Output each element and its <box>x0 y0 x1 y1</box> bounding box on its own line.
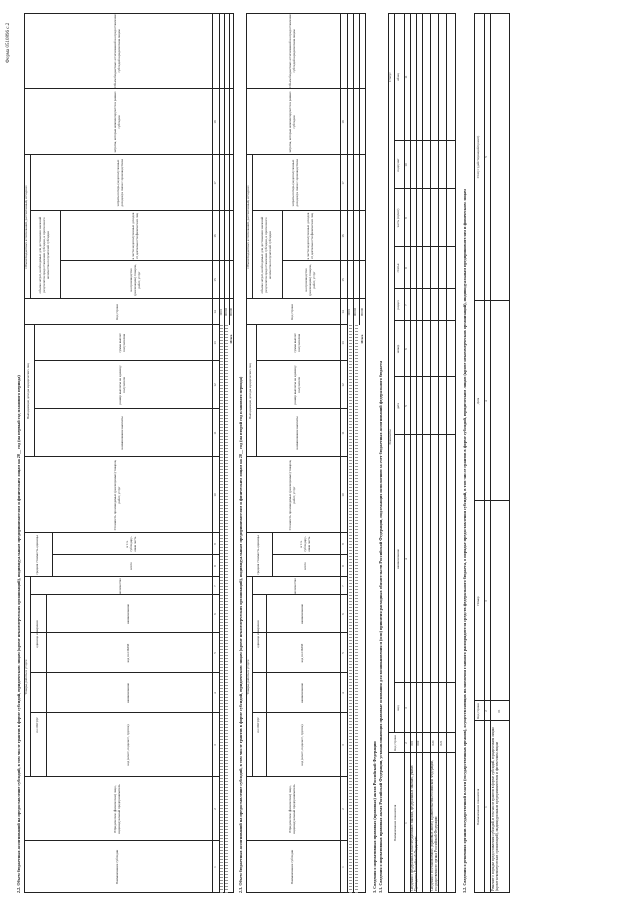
col-okpd: по ОКПД2 <box>256 717 261 733</box>
col-num: 9 <box>340 543 345 545</box>
col-revenue-name: наименование выплаты <box>295 416 300 450</box>
col-status: Статус <box>388 72 393 82</box>
col-code: код (класс, подкласс, группа) <box>300 724 305 766</box>
col-num: 12 <box>212 383 217 387</box>
col-num: 8 <box>404 267 409 269</box>
col-num: 17 <box>212 181 217 185</box>
col-num: 16 <box>340 234 345 238</box>
col-num: 4 <box>340 692 345 694</box>
col-num: 14 <box>212 310 217 314</box>
col-num: 1 <box>340 866 345 868</box>
data-row-placeholder <box>220 325 223 893</box>
col-num: 17 <box>340 181 345 185</box>
col-subpoint: подпункт <box>396 158 401 172</box>
col-avg-cost: средняя стоимость единицы <box>35 535 40 575</box>
col-total: всего <box>129 562 134 570</box>
col-revenue-amount: сумма выплат получателям <box>118 333 126 353</box>
data-row-placeholder <box>349 325 352 893</box>
line-code: 00002 <box>353 307 358 317</box>
col-line-code: Код строки <box>290 304 295 320</box>
col-num: 3 <box>340 744 345 746</box>
col-num: 14 <box>340 310 345 314</box>
col-date: дата <box>396 403 401 409</box>
data-row-placeholder <box>225 325 228 893</box>
col-num: 7 <box>212 585 217 587</box>
table-row-code: 001 <box>410 740 415 746</box>
col-num: 8 <box>340 565 345 567</box>
col-part: часть (пункт) <box>396 208 401 228</box>
table-row-name: Сведения о федеральных конституционных законах, федеральных законах, указах Президента Российской Федерации <box>410 765 419 891</box>
col-num: 3 <box>404 707 409 709</box>
col-budget-group: Объем бюджетных ассигнований, рассчитанный, исходя из <box>24 185 29 269</box>
col-revenue-name: наименование выплаты <box>120 416 125 450</box>
section-3-2-title: 3.2. Сведения о решениях органов государственной власти (государственных органов), осуществляющих полномочия главного распорядителя средств федерального бюджета, о порядке предоставления субсидий, в том числе грантов в форме субсидий, юридическим лицам (кроме некоммерческих организаций), индивидуальным предпринимателям и физическим лицам <box>462 189 467 893</box>
col-status: Статус (действующий/проект) <box>476 135 481 179</box>
col-unit-name: наименование <box>126 604 131 624</box>
col-budget-total: Объем бюджетных ассигнований на предоставление субсидий юридическим лицам <box>288 14 296 88</box>
table-row-name: Сведения о постановлениях (правовых актах) Правительства Российской Федерации, государственного органа Российской Федерации <box>430 760 439 891</box>
col-code: код (класс, подкласс, группа) <box>126 724 131 766</box>
col-number: Номер <box>476 596 481 606</box>
section-2-2-title: 2.2. Объем бюджетных ассигнований на предоставление субсидий, в том числе грантов в форме субсидий, юридическим лицам (кроме некоммерческих организаций), индивидуальным предпринимателям и физическим лицам на 20__ год (на первый год планового периода) <box>16 375 21 893</box>
col-recipient: Юридическое (физическое) лицо, индивидуальный предприниматель <box>288 784 296 834</box>
col-num: 6 <box>340 613 345 615</box>
col-num: 4 <box>212 692 217 694</box>
col-budget-total: Объем бюджетных ассигнований на предоставление субсидий юридическим лицам <box>113 14 121 88</box>
total-label: Итого <box>228 334 233 344</box>
col-incl-subsidy: в т.ч. субсидиру-емая часть <box>299 536 311 552</box>
line-code: 0001 <box>347 308 352 316</box>
col-on-production: на производство (реализацию) товаров, работ, услуг <box>129 264 141 296</box>
col-line-code: Код строки <box>476 703 481 719</box>
col-on-production: на производство (реализацию) товаров, работ, услуг <box>304 264 316 296</box>
col-num: 7 <box>340 585 345 587</box>
col-type: вид <box>396 705 401 711</box>
col-quantity: количество <box>118 578 123 594</box>
col-num: 5 <box>404 405 409 407</box>
total-label: Итого <box>359 334 364 344</box>
col-num: 10 <box>212 493 217 497</box>
col-num: 6 <box>404 348 409 350</box>
col-code-name: наименование <box>300 683 305 703</box>
line-code: 0001 <box>218 308 223 316</box>
section-3-1-title: 3.1. Сведения о нормативных правовых актах Российской Федерации, устанавливающих правовые основания для возникновения и (или) принятия расходных обязательств Российской Федерации, подлежащих исполнению за счет бюджетных ассигнований федерального бюджета <box>378 360 383 893</box>
col-num: 11 <box>340 431 345 435</box>
col-costs-actual: затраты, которые компенсируются в рамках субсидии <box>113 91 121 153</box>
col-costs-calc: объема затрат, необходимых для достижения значений результатов предоставления субсидии, и прогнозного количества получателей субсидии <box>38 216 50 294</box>
col-quantity: количество <box>293 578 298 594</box>
total-code: 90000 <box>228 307 233 317</box>
col-total: всего <box>303 562 308 570</box>
col-num: 6 <box>212 613 217 615</box>
col-okei: код по ОКЕИ <box>300 643 305 663</box>
col-in-relation: в части недополученных доходов от деятельности физических лиц <box>306 212 314 260</box>
col-num: 2 <box>404 742 409 744</box>
col-revenue-size: размер выплаты на единицу получателя <box>118 365 126 405</box>
col-num: 12 <box>340 383 345 387</box>
col-costs-recover: затраты потерь (недополученных доходов) в связи с производством <box>116 159 124 207</box>
col-num: 16 <box>212 234 217 238</box>
section-2-3-title: 2.3. Объем бюджетных ассигнований на предоставление субсидий, в том числе грантов в форме субсидий, юридическим лицам (кроме некоммерческих организаций), индивидуальным предпринимателям и физическим лицам на 20__ год (на второй год планового периода) <box>238 376 243 893</box>
line-code: 00002 <box>223 307 228 317</box>
col-subsidy-name: Наименование субсидии <box>115 849 120 885</box>
col-product-cost: Стоимость производимых (реализуемых) товаров, работ, услуг <box>288 459 296 531</box>
col-in-relation: в части недополученных доходов от деятельности физических лиц <box>131 212 139 260</box>
data-row-placeholder <box>355 325 358 893</box>
col-num: 3 <box>484 600 489 602</box>
col-code-name: наименование <box>126 683 131 703</box>
col-article: раздел <box>396 300 401 310</box>
col-costs-calc: объема затрат, необходимых для достижения значений результатов предоставления субсидии, и прогнозного количества получателей субсидии <box>260 216 272 294</box>
col-num: 5 <box>340 652 345 654</box>
col-budget-group: Объем бюджетных ассигнований, рассчитанный, исходя из <box>246 185 251 269</box>
col-num: 7 <box>404 304 409 306</box>
col-revenue-amount: сумма выплат получателям <box>293 333 301 353</box>
col-num: 1 <box>212 866 217 868</box>
col-unit: единица измерения <box>256 620 261 648</box>
col-article2: статья <box>396 263 401 273</box>
col-num: 4 <box>484 400 489 402</box>
col-name: Наименование показателя <box>476 788 481 826</box>
form-page-label: Форма 0510896 с.2 <box>6 22 11 63</box>
col-goods-group: Товары, работы и услуги <box>24 659 29 695</box>
col-num: 15 <box>340 278 345 282</box>
col-num: 10 <box>340 493 345 497</box>
col-okei: код по ОКЕИ <box>126 643 131 663</box>
col-avg-cost: средняя стоимость единицы <box>256 535 261 575</box>
total-code: 90000 <box>359 307 364 317</box>
col-num: 2 <box>340 808 345 810</box>
col-naming: наименование <box>396 549 401 569</box>
col-num: 13 <box>212 341 217 345</box>
col-num: 1 <box>404 822 409 824</box>
col-num: 3 <box>212 744 217 746</box>
col-name: Наименование показателя <box>393 804 398 842</box>
col-num: 8 <box>212 565 217 567</box>
col-num: 9 <box>404 217 409 219</box>
col-num: 10 <box>404 163 409 167</box>
col-costs-recover: затраты потерь (недополученных доходов) в связи с производством <box>291 159 299 207</box>
col-num: 4 <box>404 558 409 560</box>
col-requisites: Реквизиты <box>388 429 393 445</box>
col-num: 2 <box>212 808 217 810</box>
col-incl-subsidy: в т.ч. субсидиру-емая часть <box>125 536 137 552</box>
col-okpd: по ОКПД2 <box>35 717 40 733</box>
col-recipient: Юридическое (физическое) лицо, индивидуальный предприниматель <box>113 784 121 834</box>
col-paragraph: абзац <box>396 73 401 81</box>
col-num: 13 <box>340 341 345 345</box>
table-row-code: 01 <box>497 709 502 713</box>
col-num: 5 <box>484 156 489 158</box>
col-num: 2 <box>484 710 489 712</box>
section-3-title: 3. Сведения о нормативных правовых (правовых) актах Российской Федерации <box>372 741 377 893</box>
table-row-name: Решение о порядке предоставления субсидий, в том числе грантов в форме субсидий, юридическим лицам (кроме некоммерческих организаций), индивидуальным предпринимателям и физическим лицам <box>491 727 500 891</box>
col-num: 5 <box>212 652 217 654</box>
col-unit: единица измерения <box>35 620 40 648</box>
col-revenue-group: Выпадающие доходы юридических лиц <box>248 363 253 419</box>
col-num: 15 <box>212 278 217 282</box>
col-product-cost: Стоимость производимых (реализуемых) товаров, работ, услуг <box>113 459 121 531</box>
table-row-code: 021 <box>439 740 444 746</box>
col-num: 11 <box>212 431 217 435</box>
col-date: Дата <box>476 397 481 405</box>
col-number: номер <box>396 344 401 354</box>
col-subsidy-name: Наименование субсидии <box>290 849 295 885</box>
col-num: 18 <box>212 120 217 124</box>
col-num: 1 <box>484 806 489 808</box>
col-num: 18 <box>340 120 345 124</box>
col-goods-group: Товары, работы и услуги <box>246 659 251 695</box>
col-revenue-size: размер выплаты на единицу получателя <box>293 365 301 405</box>
col-line-code: Код строки <box>393 735 398 751</box>
table-row-code: 020 <box>431 740 436 746</box>
col-revenue-group: Выпадающие доходы юридических лиц <box>26 363 31 419</box>
col-line-code: Код строки <box>115 304 120 320</box>
col-costs-actual: затраты, которые компенсируются в рамках субсидии <box>288 91 296 153</box>
col-num: 9 <box>212 543 217 545</box>
table-row-code: 002 <box>416 740 421 746</box>
col-unit-name: наименование <box>300 604 305 624</box>
col-num: 11 <box>404 75 409 79</box>
